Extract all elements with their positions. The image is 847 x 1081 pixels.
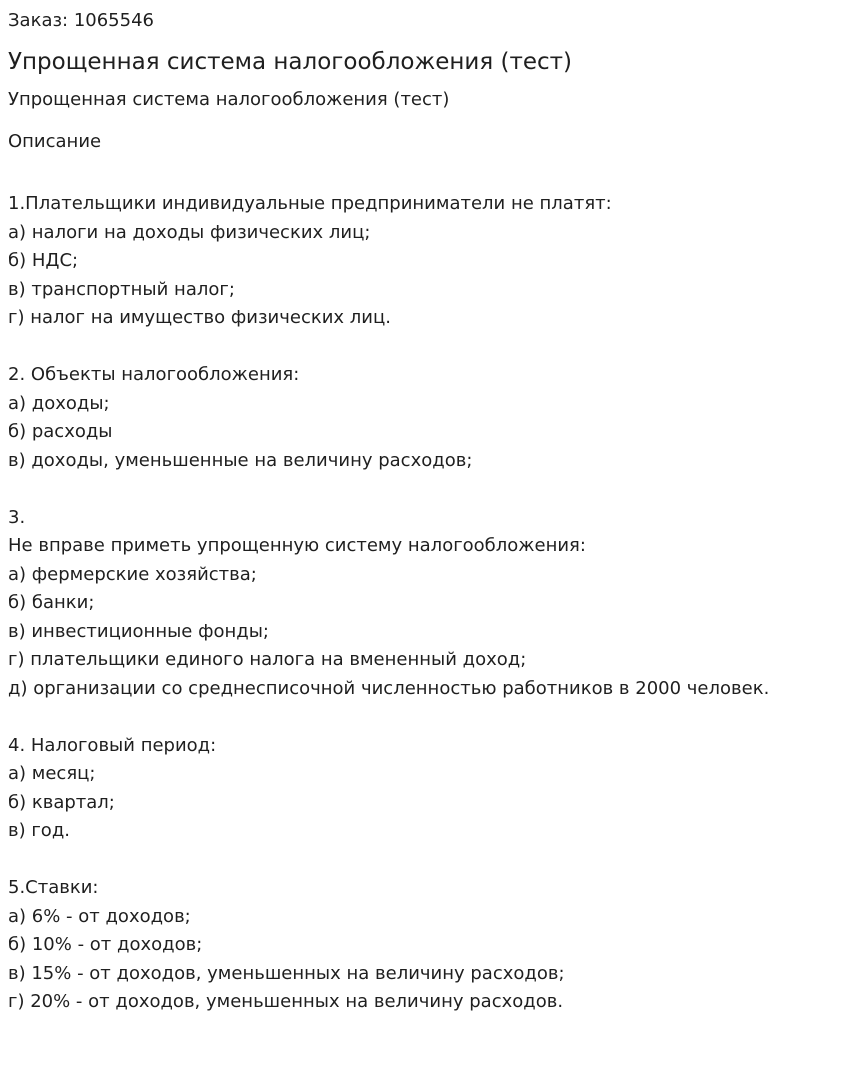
- text-line: а) фермерские хозяйства;: [8, 563, 257, 585]
- text-line: г) налог на имущество физических лиц.: [8, 307, 391, 328]
- text-line: Не вправе приметь упрощенную систему налогообложения:: [8, 535, 586, 556]
- description-body: [8, 190, 838, 1017]
- description-heading: Описание: [8, 131, 102, 152]
- text-line: б) 10% - от доходов;: [8, 934, 203, 955]
- text-line: б) НДС;: [8, 250, 79, 271]
- text-line: г) плательщики единого налога на вмененный доход;: [8, 649, 527, 670]
- page-title: Упрощенная система налогообложения (тест): [8, 49, 573, 75]
- text-line: в) доходы, уменьшенные на величину расходов;: [8, 449, 473, 471]
- text-line: в) год.: [8, 820, 70, 841]
- blank-line: [8, 703, 838, 732]
- blank-line: [8, 846, 838, 875]
- text-line: а) месяц;: [8, 763, 96, 784]
- blank-line: [8, 475, 838, 504]
- text-line: г) 20% - от доходов, уменьшенных на величину расходов.: [8, 991, 564, 1012]
- order-number: Заказ: 1065546: [8, 10, 154, 31]
- text-line: б) банки;: [8, 592, 95, 613]
- text-line: 3.: [8, 506, 26, 528]
- text-line: в) инвестиционные фонды;: [8, 620, 269, 642]
- blank-line: [8, 333, 838, 362]
- text-line: б) расходы: [8, 421, 113, 442]
- text-line: а) налоги на доходы физических лиц;: [8, 221, 371, 243]
- text-line: 4. Налоговый период:: [8, 734, 217, 756]
- page-subtitle: Упрощенная система налогообложения (тест): [8, 89, 450, 110]
- text-line: 1.Плательщики индивидуальные предприниматели не платят:: [8, 193, 612, 214]
- text-line: б) квартал;: [8, 791, 115, 813]
- text-line: а) доходы;: [8, 392, 110, 414]
- text-line: д) организации со среднесписочной численностью работников в 2000 человек.: [8, 677, 770, 699]
- text-line: 2. Объекты налогообложения:: [8, 364, 300, 385]
- text-line: 5.Ставки:: [8, 877, 99, 898]
- text-line: в) 15% - от доходов, уменьшенных на величину расходов;: [8, 962, 565, 984]
- text-line: в) транспортный налог;: [8, 278, 235, 300]
- text-line: а) 6% - от доходов;: [8, 905, 191, 927]
